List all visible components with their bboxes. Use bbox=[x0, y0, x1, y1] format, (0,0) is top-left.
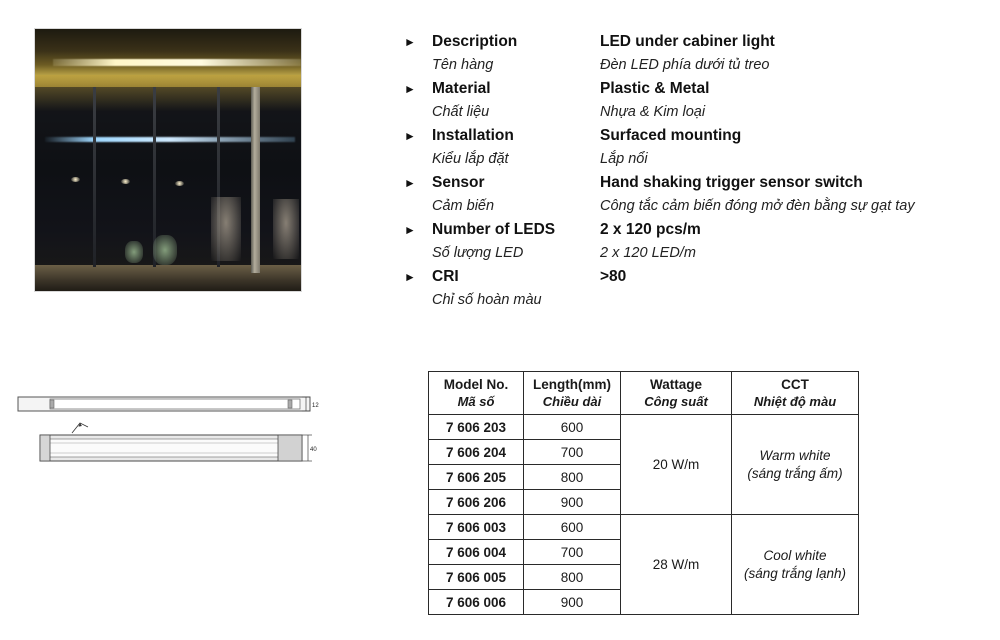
spec-value-en: Hand shaking trigger sensor switch bbox=[600, 174, 863, 191]
column-header-cct bbox=[732, 372, 859, 415]
spec-row-material bbox=[404, 77, 994, 124]
spec-row-cri bbox=[404, 265, 994, 312]
spec-value-vi: Nhựa & Kim loại bbox=[600, 104, 706, 120]
spec-row-sensor bbox=[404, 171, 994, 218]
photo-window-mullion bbox=[93, 87, 96, 267]
spec-line-vi bbox=[404, 54, 994, 77]
column-header-vi: Mã số bbox=[457, 394, 495, 409]
column-header-en: CCT bbox=[781, 377, 809, 392]
spec-label-vi: Chất liệu bbox=[432, 104, 490, 120]
spec-value-en: 2 x 120 pcs/m bbox=[600, 221, 701, 238]
spec-label-vi: Chỉ số hoàn màu bbox=[432, 292, 542, 308]
spec-value-vi: Lắp nổi bbox=[600, 151, 648, 167]
model-specification-table bbox=[428, 371, 859, 615]
bullet-icon: ► bbox=[404, 270, 416, 284]
spec-row-description bbox=[404, 30, 994, 77]
photo-ceiling-spot bbox=[121, 179, 130, 184]
cell-cct-group-1 bbox=[732, 415, 859, 515]
photo-plant bbox=[125, 241, 143, 263]
photo-ceiling-light-strip bbox=[53, 59, 301, 66]
column-header-vi: Nhiệt độ màu bbox=[753, 394, 837, 409]
spec-row-number-of-leds bbox=[404, 218, 994, 265]
spec-line-vi bbox=[404, 148, 994, 171]
column-header-vi: Chiều dài bbox=[542, 394, 602, 409]
table-row bbox=[429, 415, 859, 440]
cct-vi: (sáng trắng lạnh) bbox=[743, 565, 847, 581]
cell-model: 7 606 003 bbox=[429, 515, 524, 540]
bullet-icon: ► bbox=[404, 82, 416, 96]
spec-row-installation bbox=[404, 124, 994, 171]
cell-wattage-group-2: 28 W/m bbox=[621, 515, 732, 615]
spec-line-en bbox=[404, 124, 994, 148]
spec-value-en: >80 bbox=[600, 268, 627, 285]
spec-label-en: Number of LEDS bbox=[432, 221, 556, 238]
cct-en: Warm white bbox=[759, 447, 831, 463]
spec-label-en: Sensor bbox=[432, 174, 485, 191]
bullet-icon: ► bbox=[404, 129, 416, 143]
column-header-length bbox=[524, 372, 621, 415]
photo-wall-glow bbox=[35, 75, 301, 111]
photo-person bbox=[273, 199, 299, 259]
cell-wattage-group-1: 20 W/m bbox=[621, 415, 732, 515]
dim-depth-label: 40 bbox=[310, 447, 317, 453]
cell-model: 7 606 205 bbox=[429, 465, 524, 490]
photo-plant bbox=[153, 235, 177, 265]
spec-value-en: Surfaced mounting bbox=[600, 127, 742, 144]
technical-drawings bbox=[10, 375, 330, 505]
cell-length: 800 bbox=[524, 465, 621, 490]
cell-length: 600 bbox=[524, 415, 621, 440]
spec-value-en: LED under cabiner light bbox=[600, 33, 775, 50]
cell-model: 7 606 206 bbox=[429, 490, 524, 515]
cct-vi: (sáng trắng ấm) bbox=[747, 465, 843, 481]
spec-line-vi bbox=[404, 289, 994, 312]
spec-value-vi: Đèn LED phía dưới tủ treo bbox=[600, 57, 770, 73]
bullet-icon: ► bbox=[404, 223, 416, 237]
side-view bbox=[40, 423, 317, 461]
column-header-vi: Công suất bbox=[644, 394, 708, 409]
cell-model: 7 606 006 bbox=[429, 590, 524, 615]
column-header-model bbox=[429, 372, 524, 415]
cell-model: 7 606 204 bbox=[429, 440, 524, 465]
cell-length: 900 bbox=[524, 490, 621, 515]
cell-cct-group-2 bbox=[732, 515, 859, 615]
spec-label-en: Material bbox=[432, 80, 491, 97]
column-header-wattage bbox=[621, 372, 732, 415]
spec-value-en: Plastic & Metal bbox=[600, 80, 710, 97]
dim-height-label: 12 bbox=[312, 403, 319, 409]
spec-label-en: Installation bbox=[432, 127, 514, 144]
bullet-icon: ► bbox=[404, 35, 416, 49]
photo-ceiling-spot bbox=[71, 177, 80, 182]
photo-person bbox=[211, 197, 241, 261]
cell-length: 600 bbox=[524, 515, 621, 540]
table-row bbox=[429, 515, 859, 540]
bullet-icon: ► bbox=[404, 176, 416, 190]
cell-model: 7 606 005 bbox=[429, 565, 524, 590]
spec-line-en bbox=[404, 30, 994, 54]
cell-model: 7 606 203 bbox=[429, 415, 524, 440]
specification-list bbox=[404, 30, 994, 312]
column-header-en: Model No. bbox=[443, 377, 509, 392]
product-photo bbox=[34, 28, 302, 292]
cct-en: Cool white bbox=[763, 547, 827, 563]
spec-line-en bbox=[404, 77, 994, 101]
spec-label-vi: Kiểu lắp đặt bbox=[432, 151, 509, 167]
spec-line-en bbox=[404, 265, 994, 289]
spec-label-vi: Tên hàng bbox=[432, 57, 494, 73]
cell-length: 800 bbox=[524, 565, 621, 590]
spec-line-vi bbox=[404, 242, 994, 265]
spec-label-en: Description bbox=[432, 33, 518, 50]
spec-label-vi: Cảm biến bbox=[432, 198, 495, 214]
photo-ceiling-spot bbox=[175, 181, 184, 186]
cell-length: 900 bbox=[524, 590, 621, 615]
photo-pillar bbox=[251, 87, 260, 273]
spec-line-vi bbox=[404, 101, 994, 124]
spec-line-vi bbox=[404, 195, 994, 218]
table-header-row bbox=[429, 372, 859, 415]
spec-label-en: CRI bbox=[432, 268, 459, 285]
photo-counter bbox=[35, 265, 301, 291]
spec-label-vi: Số lượng LED bbox=[432, 245, 524, 261]
spec-value-vi: 2 x 120 LED/m bbox=[600, 245, 696, 261]
spec-value-vi: Công tắc cảm biến đóng mở đèn bằng sự gạt tay bbox=[600, 198, 915, 214]
spec-line-en bbox=[404, 171, 994, 195]
drawing-svg bbox=[10, 375, 330, 505]
column-header-en: Wattage bbox=[649, 377, 702, 392]
spec-line-en bbox=[404, 218, 994, 242]
cell-length: 700 bbox=[524, 440, 621, 465]
top-view bbox=[18, 397, 319, 411]
cell-model: 7 606 004 bbox=[429, 540, 524, 565]
column-header-en: Length(mm) bbox=[533, 377, 611, 392]
cell-length: 700 bbox=[524, 540, 621, 565]
